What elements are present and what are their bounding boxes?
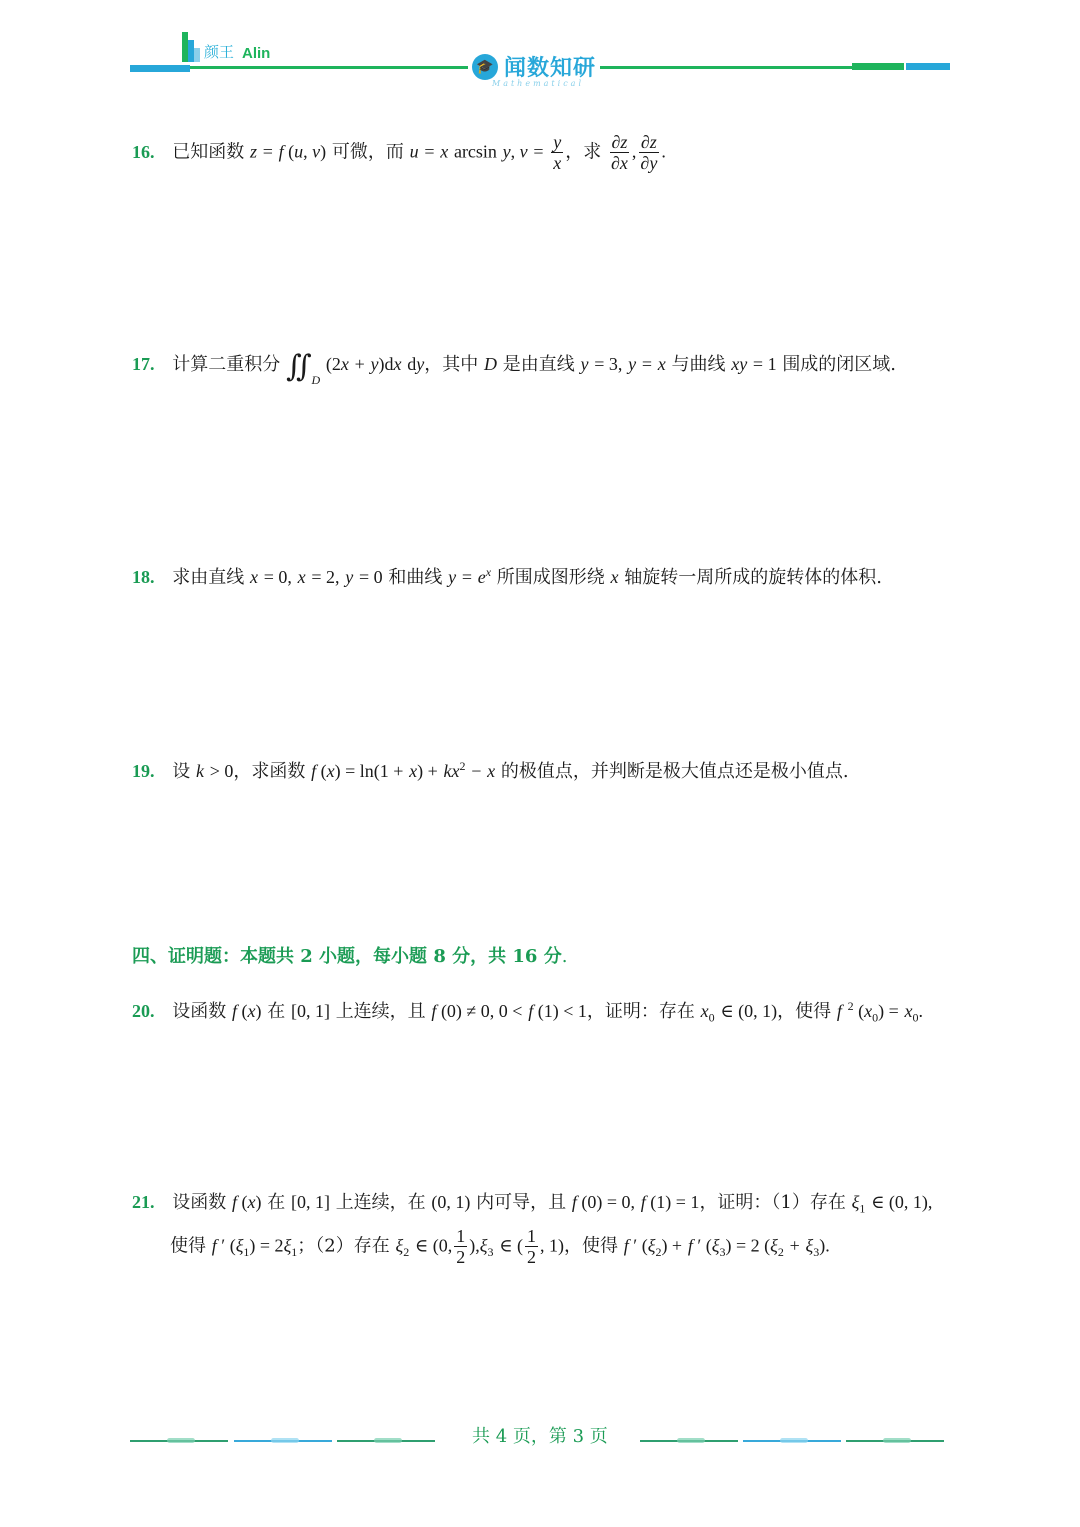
section-heading: [132, 942, 567, 968]
problem-text: 和曲线: [388, 567, 443, 588]
footer-divider: [743, 1440, 841, 1442]
problem-18: 18. 求由直线 x = 0, x = 2, y = 0 和曲线 $y = e^x$ 所围成图形绕 x 轴旋转一周所成的旋转体的体积.: [132, 565, 882, 588]
problem-21: 21. 设函数 f (x) 在 [0, 1] 上连续，在 (0, 1) 内可导，且 f (0) = 0, f (1) = 1，证明：（1）存在 $\xi_1$ ∈ (0, 1),: [132, 1192, 933, 1216]
footer-divider: [640, 1440, 738, 1442]
header-bar-blue-left: [130, 65, 190, 72]
problem-text: ，使得: [564, 1235, 619, 1257]
problem-19: 19. 设 k > 0，求函数 f $(x) = \ln(1 + x) + kx^2 - x$ 的极值点，并判断是极大值点还是极小值点.: [132, 759, 849, 782]
footer-divider: [337, 1440, 435, 1442]
left-brand-en: Alin: [242, 45, 271, 62]
problem-text: ，求: [565, 141, 602, 163]
problem-number: 17.: [132, 354, 155, 374]
problem-number: 16.: [132, 141, 155, 162]
problem-text: ，证明：存在: [586, 1001, 695, 1022]
problem-text: 计算二重积分: [172, 354, 281, 375]
problem-text: 可微，而: [331, 141, 404, 163]
header-bar-green-block: [852, 63, 904, 70]
problem-text: 内可导，且: [476, 1192, 567, 1213]
problem-text: 求由直线: [172, 567, 245, 588]
page-number: 共 4 页，第 3 页: [472, 1426, 608, 1447]
problem-number: 20.: [132, 1001, 155, 1021]
center-brand-name: 闻数知研: [504, 56, 597, 81]
graduation-cap-icon: 🎓: [472, 54, 498, 80]
problem-number: 19.: [132, 761, 155, 781]
footer-divider: [130, 1440, 228, 1442]
problem-text: 围成的闭区域.: [782, 354, 897, 375]
problem-17: 17. 计算二重积分 $∬_D$ (2x + y)dx dy，其中 D 是由直线 y = 3, y = x 与曲线 xy = 1 围成的闭区域.: [132, 350, 897, 387]
problem-text: 上连续，且: [335, 1001, 426, 1022]
center-brand-sub: Mathematical: [492, 79, 584, 88]
page-header: [0, 0, 1080, 100]
left-brand-cn: 颜王: [204, 43, 235, 61]
problem-text: 设函数: [172, 1001, 227, 1022]
header-bar-green-left: [190, 66, 468, 69]
problem-16: 16. 已知函数 z = f (u, v) 可微，而 u = x arcsin y, v = $\frac{y}{x}$ ，求 $\frac{\partial z}{\partial x}$ , $\frac{\partial z}{\partial y}$ .: [132, 132, 666, 173]
problem-text: ，证明：（1）存在: [699, 1192, 846, 1213]
problem-text: 使得: [170, 1235, 206, 1257]
problem-text: 的极值点，并判断是极大值点还是极小值点.: [500, 761, 849, 782]
problem-text: ，求函数: [233, 761, 306, 782]
problem-text: ，其中: [424, 354, 479, 375]
problem-text: 上连续，在: [335, 1192, 426, 1213]
problem-text: 设函数: [172, 1192, 227, 1213]
problem-text: 在: [267, 1001, 286, 1022]
book-logo-icon: [182, 32, 200, 62]
problem-text: 在: [267, 1192, 286, 1213]
header-bar-blue-right: [906, 63, 950, 70]
problem-text: 已知函数: [172, 141, 245, 163]
footer-divider: [846, 1440, 944, 1442]
section-title: 四、证明题：本题共 2 小题，每小题 8 分，共 16 分: [132, 946, 562, 967]
section-dot: .: [561, 946, 568, 967]
left-brand: [182, 32, 270, 62]
problem-number: 21.: [132, 1192, 155, 1212]
problem-text: ；（2）存在: [297, 1235, 390, 1257]
problem-text: ，使得: [777, 1001, 832, 1022]
problem-number: 18.: [132, 567, 155, 587]
problem-21-line2: 使得 f ′ $(\xi_1) = 2\xi_1$；（2）存在 $\xi_2$ ∈ (0, $\frac{1}{2}$ )$,\xi_3$ ∈ ( $\frac{1}{2}$ , 1)，使得 f ′ $(\xi_2) + f$ ′ $(\xi_3) = 2$ $(\xi_2 + \xi_3)$.: [170, 1226, 830, 1267]
center-brand: [468, 51, 600, 82]
footer-divider: [234, 1440, 332, 1442]
problem-20: 20. 设函数 f (x) 在 [0, 1] 上连续，且 f (0) ≠ 0, 0 < f (1) < 1，证明：存在 $x_0$ ∈ (0, 1)，使得 f $^2$ $(x_0) = x_0$.: [132, 999, 924, 1025]
problem-text: 设: [172, 761, 191, 782]
header-bar-green-right: [596, 66, 852, 69]
problem-text: 是由直线: [502, 354, 575, 375]
problem-text: 轴旋转一周所成的旋转体的体积.: [624, 567, 882, 588]
problem-text: 所围成图形绕: [496, 567, 605, 588]
problem-text: 与曲线: [671, 354, 726, 375]
